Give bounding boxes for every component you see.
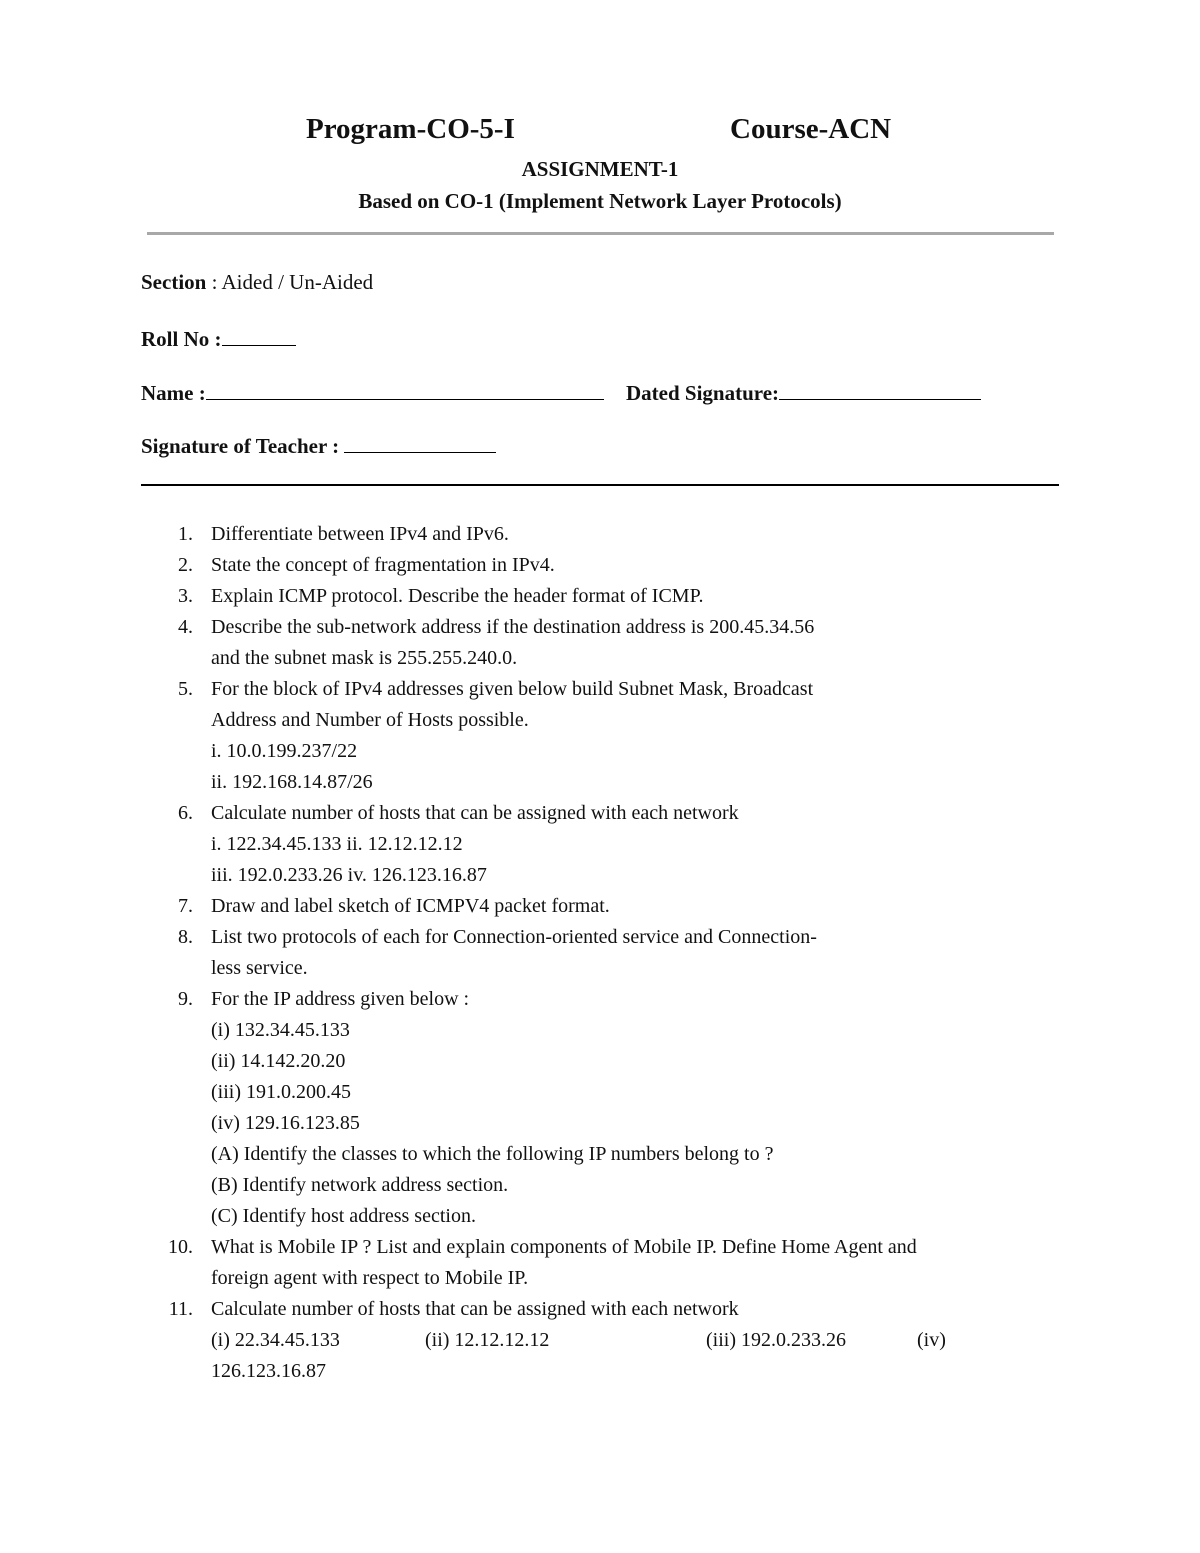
question-line: Explain ICMP protocol. Describe the header format of ICMP. [211,585,704,607]
question-line: i. 10.0.199.237/22 [211,740,358,762]
course-title: Course-ACN [730,113,892,145]
name-blank[interactable] [206,379,604,400]
question-line: Differentiate between IPv4 and IPv6. [211,523,509,545]
rollno-label: Roll No : [141,327,222,351]
question-line: For the IP address given below : [211,988,470,1010]
dated-signature-label: Dated Signature: [626,381,780,405]
question-line: Draw and label sketch of ICMPV4 packet format. [211,895,610,917]
question-number: 3. [178,585,193,607]
question-line: (B) Identify network address section. [211,1174,509,1196]
question-line: State the concept of fragmentation in IPv4. [211,554,555,576]
teacher-signature-label: Signature of Teacher : [141,434,340,458]
question-number: 9. [178,988,193,1010]
assignment-subtitle: Based on CO-1 (Implement Network Layer Protocols) [358,189,842,213]
question-line: (iv) 129.16.123.85 [211,1112,360,1134]
section-value: : Aided / Un-Aided [206,270,374,294]
rollno-field [141,325,296,352]
q11-option: (iii) 192.0.233.26 [706,1329,846,1351]
question-line: (i) 132.34.45.133 [211,1019,350,1041]
q11-option: (ii) 12.12.12.12 [425,1329,550,1351]
question-line: less service. [211,957,308,979]
name-field [141,379,604,406]
q11-option: (i) 22.34.45.133 [211,1329,340,1351]
q11-option-continued: 126.123.16.87 [211,1360,326,1382]
question-line: Calculate number of hosts that can be assigned with each network [211,1298,739,1320]
rollno-blank[interactable] [222,325,296,346]
question-number: 6. [178,802,193,824]
assignment-title: ASSIGNMENT-1 [521,157,679,181]
question-line: (iii) 191.0.200.45 [211,1081,351,1103]
question-line: ii. 192.168.14.87/26 [211,771,373,793]
section-field [141,270,373,295]
question-line: (ii) 14.142.20.20 [211,1050,346,1072]
question-line: (A) Identify the classes to which the following IP numbers belong to ? [211,1143,774,1165]
question-line: and the subnet mask is 255.255.240.0. [211,647,518,669]
name-label: Name : [141,381,206,405]
question-number: 4. [178,616,193,638]
dated-signature-blank[interactable] [779,379,981,400]
question-number: 7. [178,895,193,917]
question-line: For the block of IPv4 addresses given below build Subnet Mask, Broadcast [211,678,814,700]
section-label: Section [141,270,207,294]
teacher-signature-blank[interactable] [344,432,496,453]
question-number: 11. [168,1298,193,1320]
question-line: i. 122.34.45.133 ii. 12.12.12.12 [211,833,463,855]
question-line: foreign agent with respect to Mobile IP. [211,1267,529,1289]
header-divider [147,232,1054,235]
question-line: (C) Identify host address section. [211,1205,476,1227]
question-number: 8. [178,926,193,948]
teacher-signature-field [141,432,496,459]
question-number: 5. [178,678,193,700]
fields-divider [141,484,1059,486]
dated-signature-field [626,379,981,406]
program-title: Program-CO-5-I [306,113,515,145]
question-number: 10. [168,1236,193,1258]
question-number: 2. [178,554,193,576]
question-line: List two protocols of each for Connection-oriented service and Connection- [211,926,817,948]
q11-option: (iv) [917,1329,946,1351]
question-line: Address and Number of Hosts possible. [211,709,529,731]
question-line: Describe the sub-network address if the destination address is 200.45.34.56 [211,616,815,638]
question-line: What is Mobile IP ? List and explain components of Mobile IP. Define Home Agent and [211,1236,917,1258]
question-line: Calculate number of hosts that can be assigned with each network [211,802,739,824]
question-line: iii. 192.0.233.26 iv. 126.123.16.87 [211,864,487,886]
question-number: 1. [178,523,193,545]
